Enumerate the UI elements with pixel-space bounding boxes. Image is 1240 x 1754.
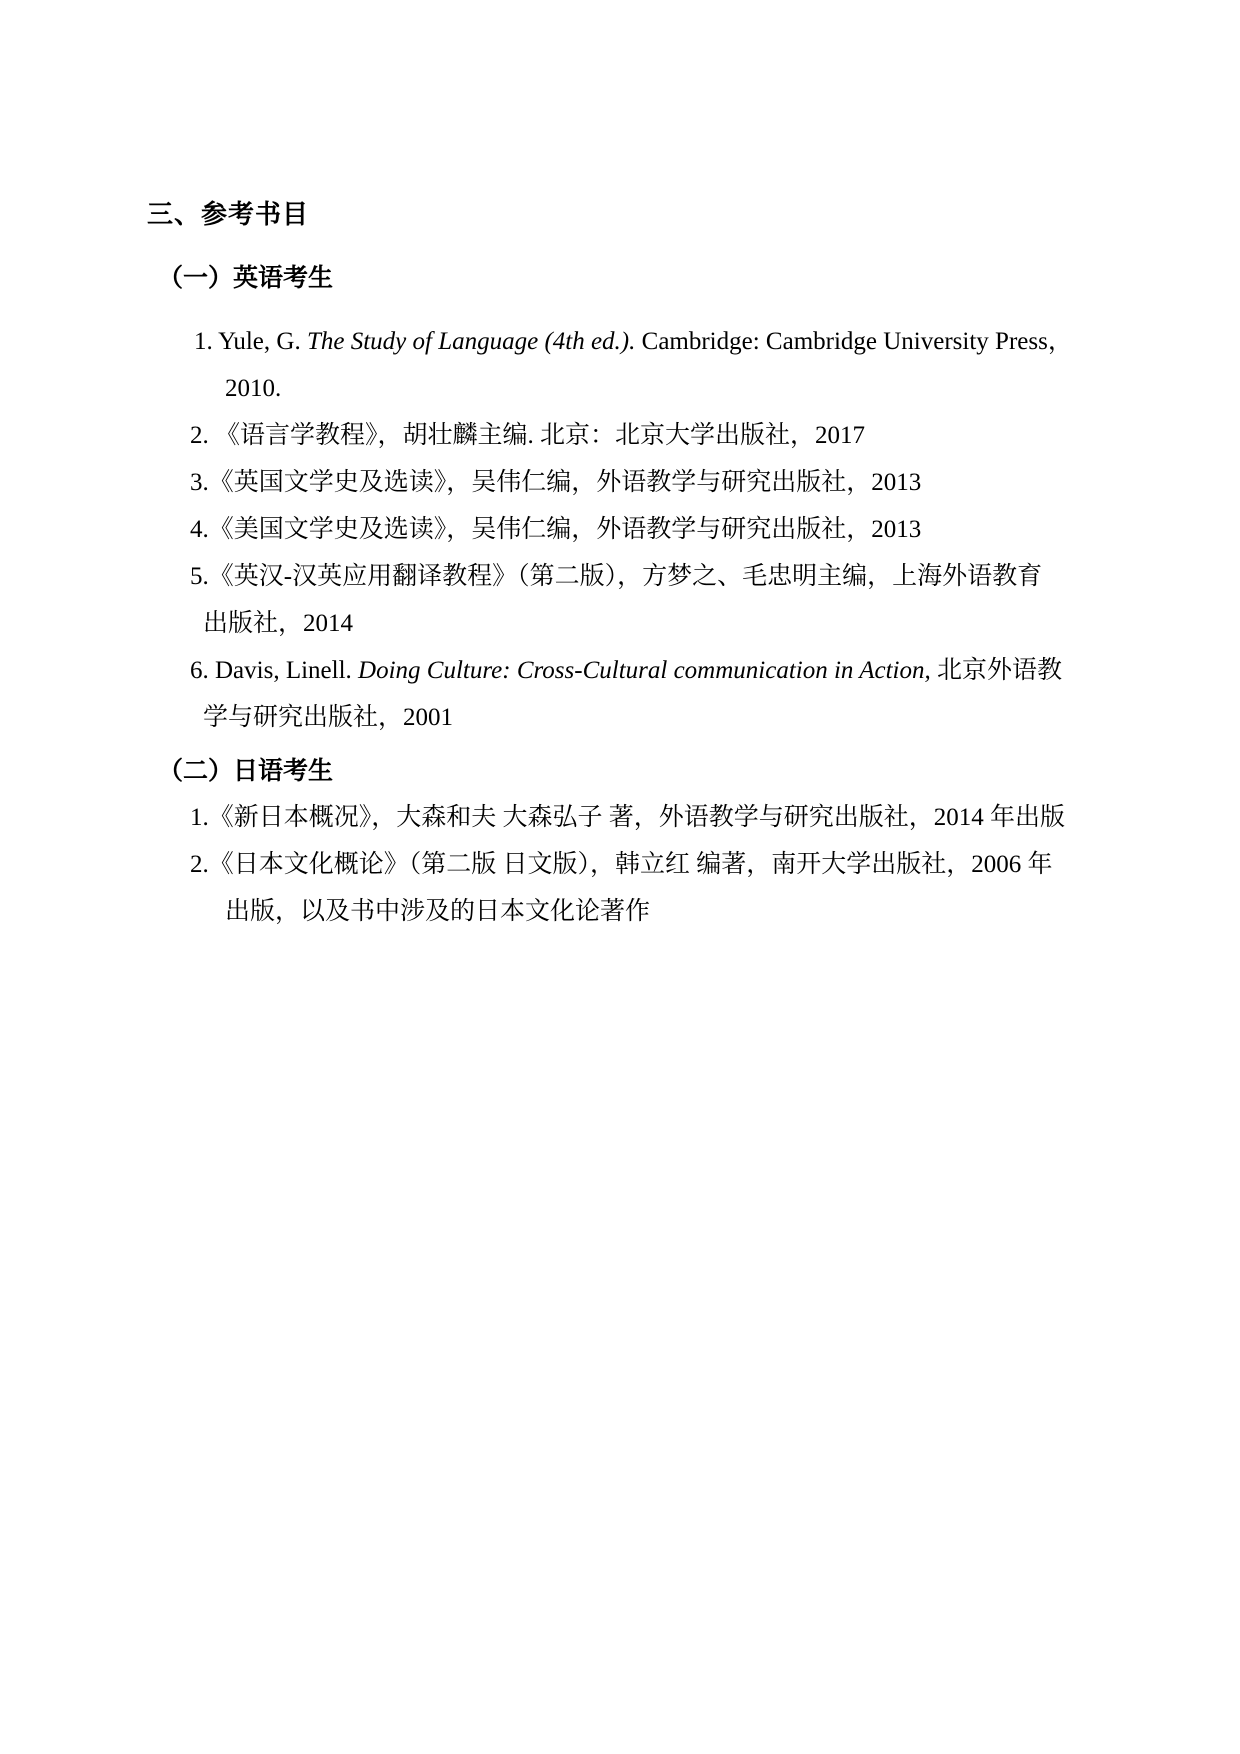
text-run: 3.《英国文学史及选读》，吴伟仁编，外语教学与研究出版社，2013: [190, 469, 922, 496]
book-title-italic: Doing Culture: Cross-Cultural communication in Action,: [358, 657, 931, 684]
text-run: 学与研究出版社，2001: [203, 704, 454, 731]
page-title: 三、参考书目: [147, 199, 310, 229]
text-run: 1.《新日本概况》，大森和夫 大森弘子 著，外语教学与研究出版社，2014 年出版: [190, 804, 1066, 831]
list-item: [194, 318, 1240, 412]
section-title-japanese-candidates: （二）日语考生: [158, 757, 334, 785]
text-run: 1. Yule, G.: [194, 328, 307, 355]
text-run: Cambridge: Cambridge University Press，: [635, 328, 1073, 355]
section-title-english-candidates: （一）英语考生: [158, 264, 334, 292]
text-run: 2.《日本文化概论》（第二版 日文版），韩立红 编著，南开大学出版社，2006 年: [190, 851, 1053, 878]
text-run: 4.《美国文学史及选读》，吴伟仁编，外语教学与研究出版社，2013: [190, 516, 922, 543]
text-run: 出版，以及书中涉及的日本文化论著作: [225, 898, 651, 925]
text-run: 6. Davis, Linell.: [190, 657, 359, 684]
text-run: 2010.: [225, 375, 282, 402]
reference-list-english: [0, 318, 1240, 741]
text-run: 5.《英汉-汉英应用翻译教程》（第二版），方梦之、毛忠明主编，上海外语教育: [190, 563, 1043, 590]
text-run: 出版社，2014: [203, 610, 354, 637]
reference-list-japanese: [0, 794, 1240, 935]
list-item: [190, 506, 1240, 553]
text-run: 2. 《语言学教程》，胡壮麟主编. 北京：北京大学出版社，2017: [190, 422, 866, 449]
book-title-italic: The Study of Language (4th ed.).: [306, 328, 636, 355]
text-run: 北京外语教: [930, 657, 1062, 684]
list-item: [190, 459, 1240, 506]
list-item: [190, 794, 1240, 841]
list-item: [190, 647, 1240, 741]
list-item: [190, 412, 1240, 459]
list-item: [190, 553, 1240, 647]
list-item: [190, 841, 1240, 935]
